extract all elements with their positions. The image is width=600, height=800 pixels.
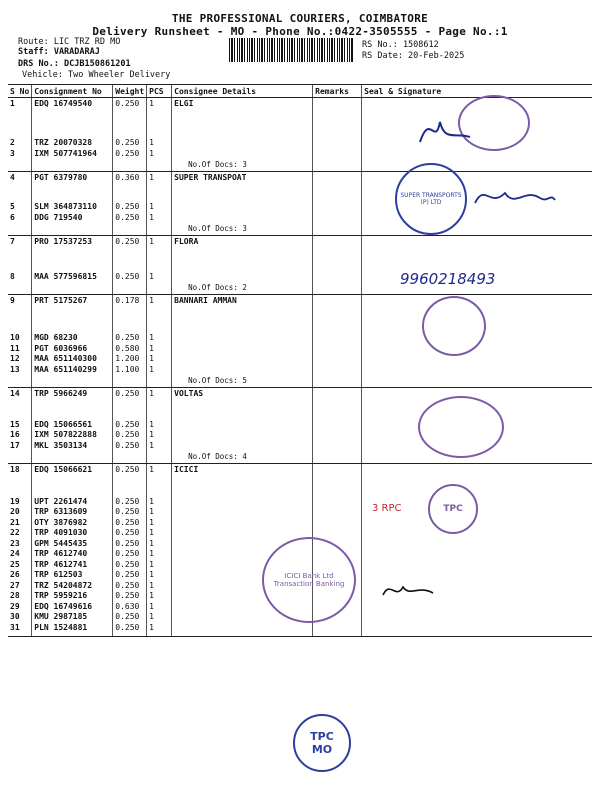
pcs-cell-value: 1 bbox=[149, 389, 154, 398]
weight-cell-value: 0.250 bbox=[115, 591, 140, 600]
seal-cell bbox=[362, 464, 592, 637]
consignment-cell-value: PRT 5175267 bbox=[34, 296, 88, 305]
consignment-cell-value: EDQ 16749616 bbox=[34, 601, 93, 611]
pcs-cell-value: 1 bbox=[149, 601, 154, 611]
consignee-name: SUPER TRANSPOAT bbox=[174, 173, 247, 182]
pcs-cell-value: 1 bbox=[149, 202, 154, 211]
consignee-name: FLORA bbox=[174, 237, 199, 246]
weight-cell-value: 0.250 bbox=[115, 148, 140, 158]
consignment-cell-value: UPT 2261474 bbox=[34, 496, 88, 506]
pcs-cell-value: 1 bbox=[149, 343, 154, 353]
super-transports-stamp: SUPER TRANSPORTS (P) LTD bbox=[395, 163, 467, 235]
sno-cell-value: 14 bbox=[10, 389, 20, 398]
company-title: THE PROFESSIONAL COURIERS, COIMBATORE bbox=[171, 12, 429, 25]
consignment-cell-value: PGT 6379780 bbox=[34, 173, 88, 182]
consignment-cell-value: TRP 5966249 bbox=[34, 389, 88, 398]
weight-cell-value: 0.250 bbox=[115, 612, 140, 621]
weight-cell-value: 0.360 bbox=[115, 173, 140, 182]
consignment-cell-value: EDQ 15066561 bbox=[34, 419, 93, 429]
icici-bank-stamp: ICICI Bank Ltd Transaction Banking bbox=[262, 537, 356, 623]
weight-cell-value: 0.250 bbox=[115, 389, 140, 398]
pcs-cell bbox=[147, 98, 172, 172]
pcs-cell-value: 1 bbox=[149, 138, 154, 147]
sno-cell-value: 5 bbox=[10, 202, 15, 211]
seal-stamp-bannari bbox=[422, 296, 486, 356]
sno-cell bbox=[8, 236, 32, 295]
no-of-docs: No.Of Docs: 3 bbox=[188, 224, 247, 233]
col-seal: Seal & Signature bbox=[362, 85, 592, 98]
weight-cell-value: 0.250 bbox=[115, 138, 140, 147]
consignment-cell bbox=[32, 388, 113, 464]
weight-cell bbox=[113, 172, 147, 236]
pcs-cell-value: 1 bbox=[149, 430, 154, 439]
consignment-cell bbox=[32, 295, 113, 388]
pcs-cell-value: 1 bbox=[149, 237, 154, 246]
consignment-cell-value: MKL 3503134 bbox=[34, 440, 88, 450]
pcs-cell-value: 1 bbox=[149, 538, 154, 548]
weight-cell-value: 0.250 bbox=[115, 465, 140, 474]
sno-cell-value: 18 bbox=[10, 465, 20, 474]
consignment-cell-value: MAA 577596815 bbox=[34, 271, 97, 281]
weight-cell-value: 0.250 bbox=[115, 440, 140, 450]
sno-cell-value: 15 bbox=[10, 419, 20, 429]
consignment-cell-value: PGT 6036966 bbox=[34, 343, 88, 353]
pcs-cell bbox=[147, 172, 172, 236]
sno-cell-value: 19 bbox=[10, 496, 20, 506]
pcs-cell-value: 1 bbox=[149, 528, 154, 537]
remarks-cell bbox=[313, 98, 362, 172]
pcs-cell-value: 1 bbox=[149, 580, 154, 590]
consignment-cell-value: MAA 651140299 bbox=[34, 364, 97, 374]
sno-cell bbox=[8, 98, 32, 172]
tpc-mo-stamp: TPC MO bbox=[293, 714, 351, 772]
sno-cell-value: 22 bbox=[10, 528, 20, 537]
pcs-cell-value: 1 bbox=[149, 173, 154, 182]
col-weight: Weight bbox=[113, 85, 147, 98]
consignment-cell-value: TRP 4091030 bbox=[34, 528, 88, 537]
weight-cell-value: 0.250 bbox=[115, 528, 140, 537]
pcs-cell-value: 1 bbox=[149, 364, 154, 374]
route-label: Route: LIC TRZ RD MO bbox=[18, 37, 121, 47]
sno-cell-value: 30 bbox=[10, 612, 20, 621]
consignment-cell bbox=[32, 172, 113, 236]
weight-cell-value: 0.630 bbox=[115, 601, 140, 611]
rs-date: RS Date: 20-Feb-2025 bbox=[362, 51, 465, 61]
pcs-cell-value: 1 bbox=[149, 612, 154, 621]
signature-1 bbox=[410, 112, 480, 152]
weight-cell-value: 0.250 bbox=[115, 212, 140, 222]
weight-cell bbox=[113, 98, 147, 172]
no-of-docs: No.Of Docs: 4 bbox=[188, 452, 247, 461]
barcode bbox=[229, 38, 354, 62]
consignee-cell bbox=[172, 295, 313, 388]
consignment-cell-value: GPM 5445435 bbox=[34, 538, 88, 548]
staff-label: Staff: VARADARAJ bbox=[18, 47, 100, 57]
pcs-cell bbox=[147, 295, 172, 388]
sno-cell-value: 26 bbox=[10, 570, 20, 579]
col-consignment: Consignment No bbox=[32, 85, 113, 98]
consignee-name: BANNARI AMMAN bbox=[174, 296, 237, 305]
consignment-cell-value: TRP 612503 bbox=[34, 570, 83, 579]
consignee-cell bbox=[172, 98, 313, 172]
sno-cell-value: 8 bbox=[10, 271, 15, 281]
sno-cell-value: 29 bbox=[10, 601, 20, 611]
consignment-cell-value: OTY 3876982 bbox=[34, 517, 88, 527]
pcs-cell bbox=[147, 388, 172, 464]
col-consignee: Consignee Details bbox=[172, 85, 313, 98]
sno-cell-value: 25 bbox=[10, 559, 20, 569]
weight-cell-value: 0.250 bbox=[115, 559, 140, 569]
pcs-cell-value: 1 bbox=[149, 99, 154, 108]
remarks-cell bbox=[313, 295, 362, 388]
remarks-cell bbox=[313, 236, 362, 295]
consignment-cell-value: TRZ 54204872 bbox=[34, 580, 93, 590]
weight-cell bbox=[113, 464, 147, 637]
consignment-cell bbox=[32, 464, 113, 637]
col-remarks: Remarks bbox=[313, 85, 362, 98]
col-sno: S No bbox=[8, 85, 32, 98]
weight-cell-value: 0.250 bbox=[115, 430, 140, 439]
pcs-cell-value: 1 bbox=[149, 296, 154, 305]
pcs-cell-value: 1 bbox=[149, 570, 154, 579]
weight-cell-value: 0.250 bbox=[115, 271, 140, 281]
signature-icici bbox=[378, 575, 448, 605]
consignment-cell-value: IXM 507741964 bbox=[34, 148, 97, 158]
no-of-docs: No.Of Docs: 3 bbox=[188, 160, 247, 169]
no-of-docs: No.Of Docs: 2 bbox=[188, 283, 247, 292]
sno-cell bbox=[8, 172, 32, 236]
weight-cell bbox=[113, 236, 147, 295]
consignment-cell-value: PLN 1524881 bbox=[34, 622, 88, 632]
weight-cell-value: 0.178 bbox=[115, 296, 140, 305]
weight-cell-value: 0.250 bbox=[115, 496, 140, 506]
sno-cell-value: 7 bbox=[10, 237, 15, 246]
consignment-cell-value: MGD 68230 bbox=[34, 333, 78, 342]
pcs-cell-value: 1 bbox=[149, 465, 154, 474]
pcs-cell-value: 1 bbox=[149, 212, 154, 222]
consignee-group bbox=[8, 295, 592, 388]
weight-cell-value: 1.100 bbox=[115, 364, 140, 374]
col-pcs: PCS bbox=[147, 85, 172, 98]
no-of-docs: No.Of Docs: 5 bbox=[188, 376, 247, 385]
consignee-name: ICICI bbox=[174, 465, 199, 474]
pcs-cell-value: 1 bbox=[149, 440, 154, 450]
weight-cell-value: 0.250 bbox=[115, 517, 140, 527]
consignment-cell-value: TRP 6313609 bbox=[34, 507, 88, 516]
pcs-cell-value: 1 bbox=[149, 333, 154, 342]
sno-cell-value: 31 bbox=[10, 622, 20, 632]
drs-label: DRS No.: DCJB150861201 bbox=[18, 59, 131, 69]
consignment-cell-value: EDQ 16749540 bbox=[34, 99, 93, 108]
remarks-cell bbox=[313, 172, 362, 236]
weight-cell-value: 0.250 bbox=[115, 99, 140, 108]
consignee-cell bbox=[172, 236, 313, 295]
consignment-cell-value: TRP 4612740 bbox=[34, 549, 88, 558]
consignment-cell-value: MAA 651140300 bbox=[34, 354, 97, 363]
weight-cell-value: 1.200 bbox=[115, 354, 140, 363]
sno-cell-value: 17 bbox=[10, 440, 20, 450]
sno-cell-value: 12 bbox=[10, 354, 20, 363]
sno-cell-value: 10 bbox=[10, 333, 20, 342]
weight-cell-value: 0.250 bbox=[115, 622, 140, 632]
weight-cell-value: 0.580 bbox=[115, 343, 140, 353]
sno-cell-value: 11 bbox=[10, 343, 20, 353]
weight-cell-value: 0.250 bbox=[115, 237, 140, 246]
tpc-stamp-small: TPC bbox=[428, 484, 478, 534]
sno-cell-value: 9 bbox=[10, 296, 15, 305]
sno-cell-value: 4 bbox=[10, 173, 15, 182]
seal-stamp-voltas bbox=[418, 396, 504, 458]
sno-cell-value: 24 bbox=[10, 549, 20, 558]
consignment-cell bbox=[32, 98, 113, 172]
sno-cell-value: 28 bbox=[10, 591, 20, 600]
sno-cell-value: 3 bbox=[10, 148, 15, 158]
consignment-cell-value: TRP 5959216 bbox=[34, 591, 88, 600]
pcs-cell-value: 1 bbox=[149, 419, 154, 429]
consignee-group bbox=[8, 388, 592, 464]
weight-cell-value: 0.250 bbox=[115, 202, 140, 211]
rs-number: RS No.: 1508612 bbox=[362, 40, 439, 50]
consignment-cell-value: TRZ 20070328 bbox=[34, 138, 93, 147]
consignment-cell-value: IXM 507822888 bbox=[34, 430, 97, 439]
sno-cell bbox=[8, 464, 32, 637]
pcs-cell-value: 1 bbox=[149, 507, 154, 516]
weight-cell-value: 0.250 bbox=[115, 538, 140, 548]
pcs-cell-value: 1 bbox=[149, 354, 154, 363]
signature-2 bbox=[470, 178, 560, 218]
sno-cell-value: 6 bbox=[10, 212, 15, 222]
vehicle-label: Vehicle: Two Wheeler Delivery bbox=[22, 70, 171, 80]
pcs-cell-value: 1 bbox=[149, 559, 154, 569]
consignee-name: ELGI bbox=[174, 99, 194, 108]
runsheet-subtitle: Delivery Runsheet - MO - Phone No.:0422-3505555 - Page No.:1 bbox=[92, 25, 508, 38]
weight-cell-value: 0.250 bbox=[115, 549, 140, 558]
sno-cell-value: 1 bbox=[10, 99, 15, 108]
pcs-cell-value: 1 bbox=[149, 549, 154, 558]
pcs-cell-value: 1 bbox=[149, 622, 154, 632]
pcs-cell bbox=[147, 236, 172, 295]
consignment-cell-value: PRO 17537253 bbox=[34, 237, 93, 246]
consignment-cell-value: KMU 2987185 bbox=[34, 612, 88, 621]
pcs-cell bbox=[147, 464, 172, 637]
consignment-cell bbox=[32, 236, 113, 295]
consignment-cell-value: TRP 4612741 bbox=[34, 559, 88, 569]
pcs-cell-value: 1 bbox=[149, 271, 154, 281]
pcs-cell-value: 1 bbox=[149, 517, 154, 527]
pcs-cell-value: 1 bbox=[149, 148, 154, 158]
consignee-cell bbox=[172, 172, 313, 236]
sno-cell-value: 16 bbox=[10, 430, 20, 439]
weight-cell-value: 0.250 bbox=[115, 419, 140, 429]
pcs-cell-value: 1 bbox=[149, 496, 154, 506]
consignment-cell-value: DDG 719540 bbox=[34, 212, 83, 222]
weight-cell bbox=[113, 295, 147, 388]
sno-cell-value: 23 bbox=[10, 538, 20, 548]
consignee-group bbox=[8, 236, 592, 295]
consignee-name: VOLTAS bbox=[174, 389, 204, 398]
sno-cell-value: 20 bbox=[10, 507, 20, 516]
weight-cell-value: 0.250 bbox=[115, 580, 140, 590]
sno-cell bbox=[8, 295, 32, 388]
sno-cell bbox=[8, 388, 32, 464]
sno-cell-value: 27 bbox=[10, 580, 20, 590]
consignment-cell-value: SLM 364873110 bbox=[34, 202, 97, 211]
handwritten-note: 3 RPC bbox=[372, 503, 402, 514]
remarks-cell bbox=[313, 388, 362, 464]
weight-cell-value: 0.250 bbox=[115, 333, 140, 342]
weight-cell-value: 0.250 bbox=[115, 570, 140, 579]
weight-cell-value: 0.250 bbox=[115, 507, 140, 516]
consignment-cell-value: EDQ 15066621 bbox=[34, 465, 93, 474]
sno-cell-value: 2 bbox=[10, 138, 15, 147]
pcs-cell-value: 1 bbox=[149, 591, 154, 600]
handwritten-phone: 9960218493 bbox=[400, 270, 496, 288]
sno-cell-value: 13 bbox=[10, 364, 20, 374]
weight-cell bbox=[113, 388, 147, 464]
consignee-cell bbox=[172, 388, 313, 464]
sno-cell-value: 21 bbox=[10, 517, 20, 527]
